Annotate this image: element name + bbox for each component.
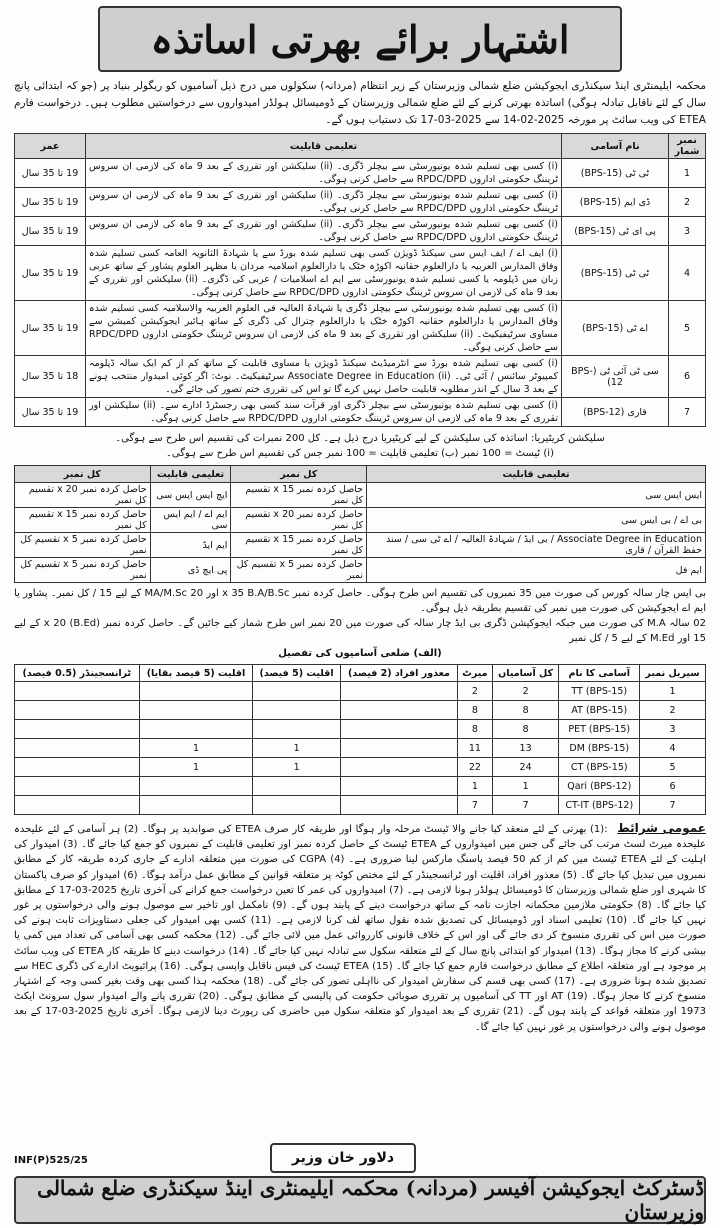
header-qualification: تعلیمی قابلیت xyxy=(367,466,706,483)
serial-cell: 4 xyxy=(640,739,706,758)
general-conditions-title: عمومی شرائط xyxy=(617,821,706,835)
intro-paragraph: محکمہ ایلیمنٹری اینڈ سیکنڈری ایجوکیشن ضلع شمالی وزیرستان کے زیر انتظام (مردانہ) سکولوں میں درج ذیل آسامیوں کو ریگولر بنیاد پر (جو کہ ابتدائی پانچ سال کے لئے ناقابل تبادلہ ہوگی) اساتذہ بھرتی کرنے کے لئے ضلع شمالی وزیرستان کے ڈومیسائل ہولڈر امیدواروں سے درخواستیں مطلوب ہیں۔ درخواست فارم ETEA کی ویب سائٹ پر مورخہ 2025-02-14 سے 2025-03-17 تک دستیاب ہوں گے۔ xyxy=(14,80,706,126)
post-name-cell: سی ٹی آئی ٹی (BPS-12) xyxy=(562,356,669,398)
serial-cell: 5 xyxy=(669,301,706,356)
minority-backlog-cell xyxy=(139,701,253,720)
post-name-cell: ٹی ٹی (BPS-15) xyxy=(562,159,669,188)
criteria-line: (i) ٹیسٹ = 100 نمبر (ب) تعلیمی قابلیت = 100 نمبر جس کی تقسیم اس طرح سے ہوگی۔ xyxy=(166,448,554,459)
serial-cell: 7 xyxy=(640,796,706,815)
post-name-cell: CT-IT (BPS-12) xyxy=(559,796,640,815)
total-posts-cell: 8 xyxy=(492,701,559,720)
transgender-quota-cell xyxy=(15,720,140,739)
post-name-cell: PET (BPS-15) xyxy=(559,720,640,739)
serial-cell: 6 xyxy=(669,356,706,398)
transgender-quota-cell xyxy=(15,758,140,777)
transgender-quota-cell xyxy=(15,796,140,815)
serial-cell: 2 xyxy=(669,188,706,217)
total-posts-cell: 2 xyxy=(492,682,559,701)
total-posts-cell: 8 xyxy=(492,720,559,739)
post-name-cell: ٹی ٹی (BPS-15) xyxy=(562,246,669,301)
header-disabled-quota: معذور افراد (2 فیصد) xyxy=(340,665,457,682)
header-total-posts: کل آسامیاں xyxy=(492,665,559,682)
reference-number: INF(P)525/25 xyxy=(14,1155,88,1166)
qualification-cell: (i) کسی بھی تسلیم شدہ یونیورسٹی سے بیچلر ڈگری یا شہادۃ العالیہ فی العلوم العربیہ والاسلامیہ کسی تسلیم شدہ وفاق المدارس یا دارالعلوم حقانیہ اکوڑہ خٹک یا دارالعلوم چترال کی ڈگری کے ساتھ ہائیر ایجوکیشن کمیشن سے مساوی سرٹیفیکیٹ۔ (ii) سلیکشن اور تقرری کے بعد 9 ماہ کی لازمی ان سروس ٹریننگ حکومتی اداروں RPDC/DPD سے حاصل کرنی ہوگی۔ xyxy=(86,301,562,356)
header-age: عمر xyxy=(15,134,86,159)
disabled-quota-cell xyxy=(340,796,457,815)
post-name-cell: پی ای ٹی (BPS-15) xyxy=(562,217,669,246)
table-row xyxy=(15,217,706,246)
minority-quota-cell: 1 xyxy=(253,758,340,777)
post-name-cell: AT (BPS-15) xyxy=(559,701,640,720)
marks-cell: حاصل کردہ نمبر x 20 تقسیم کل نمبر xyxy=(231,508,367,533)
header-transgender-quota: ٹرانسجینڈر (0.5 فیصد) xyxy=(15,665,140,682)
qualification-cell: ایچ ایس ایس سی xyxy=(150,483,231,508)
post-name-cell: قاری (BPS-12) xyxy=(562,398,669,427)
posts-table xyxy=(14,133,706,427)
table-row xyxy=(15,533,706,558)
header-minority-quota: اقلیت (5 فیصد) xyxy=(253,665,340,682)
transgender-quota-cell xyxy=(15,777,140,796)
disabled-quota-cell xyxy=(340,682,457,701)
note-line: بی ایس چار سالہ کورس کی صورت میں 35 نمبروں کی تقسیم اس طرح ہوگی۔ حاصل کردہ نمبر x 35 B.A/B.Sc اور 20 MA/M.Sc کے لیے 15 / کل نمبر۔ پشاور یا ایم اے ایجوکیشن کی صورت میں نمبر کی تقسیم بطریقہ ذیل ہوگی۔ xyxy=(14,588,706,614)
header-post-name: نام آسامی xyxy=(562,134,669,159)
post-name-cell: DM (BPS-15) xyxy=(559,739,640,758)
merit-cell: 7 xyxy=(458,796,493,815)
marks-cell: حاصل کردہ نمبر x 15 تقسیم کل نمبر xyxy=(231,483,367,508)
age-cell: 19 تا 35 سال xyxy=(15,159,86,188)
minority-backlog-cell xyxy=(139,720,253,739)
header-qualification: تعلیمی قابلیت xyxy=(150,466,231,483)
criteria-line: سلیکشن کریٹیریا: اساتذہ کی سلیکشن کے لیے کریٹیریا درج ذیل ہے۔ کل 200 نمبرات کی تقسیم اس طرح سے ہوگی۔ xyxy=(115,433,605,444)
age-cell: 19 تا 35 سال xyxy=(15,398,86,427)
merit-cell: 1 xyxy=(458,777,493,796)
note-line: 02 سالہ M.A کی صورت میں جبکہ ایجوکیشن ڈگری بی ایڈ چار سالہ کی صورت میں 20 نمبر اس طرح شمار کیے جائیں گے۔ حاصل کردہ نمبر x 20 (B.Ed) کے لیے 15 اور M.Ed کے لیے 5 / کل نمبر xyxy=(14,618,706,644)
disabled-quota-cell xyxy=(340,758,457,777)
qualification-cell: (i) کسی بھی تسلیم شدہ یونیورسٹی سے بیچلر ڈگری۔ (ii) سلیکشن اور تقرری کے بعد 9 ماہ کی لازمی ان سروس ٹریننگ حکومتی اداروں RPDC/DPD سے حاصل کرنی ہوگی۔ xyxy=(86,217,562,246)
table-row xyxy=(15,246,706,301)
minority-quota-cell xyxy=(253,701,340,720)
table-row xyxy=(15,777,706,796)
merit-cell: 2 xyxy=(458,682,493,701)
merit-cell: 8 xyxy=(458,701,493,720)
table-row xyxy=(15,159,706,188)
table-row xyxy=(15,188,706,217)
table-row xyxy=(15,796,706,815)
table-row xyxy=(15,701,706,720)
merit-cell: 8 xyxy=(458,720,493,739)
serial-cell: 6 xyxy=(640,777,706,796)
minority-backlog-cell xyxy=(139,777,253,796)
table-row xyxy=(15,739,706,758)
table-row xyxy=(15,720,706,739)
minority-quota-cell xyxy=(253,720,340,739)
vacancy-table-header xyxy=(15,665,706,682)
qualification-cell: ایم ایڈ xyxy=(150,533,231,558)
header-post-name: آسامی کا نام xyxy=(559,665,640,682)
marks-cell: حاصل کردہ نمبر x 5 تقسیم کل نمبر xyxy=(15,533,151,558)
header-merit: میرٹ xyxy=(458,665,493,682)
serial-cell: 1 xyxy=(669,159,706,188)
serial-cell: 5 xyxy=(640,758,706,777)
transgender-quota-cell xyxy=(15,739,140,758)
transgender-quota-cell xyxy=(15,701,140,720)
header-qualification: تعلیمی قابلیت xyxy=(86,134,562,159)
post-name-cell: TT (BPS-15) xyxy=(559,682,640,701)
qualification-cell: (i) کسی بھی تسلیم شدہ یونیورسٹی سے بیچلر ڈگری۔ (ii) سلیکشن اور تقرری کے بعد 9 ماہ کی لازمی ان سروس ٹریننگ حکومتی اداروں RPDC/DPD سے حاصل کرنی ہوگی۔ xyxy=(86,188,562,217)
qualification-cell: (i) کسی بھی تسلیم شدہ یونیورسٹی سے بیچلر ڈگری۔ (ii) سلیکشن اور تقرری کے بعد 9 ماہ کی لازمی ان سروس ٹریننگ حکومتی اداروں RPDC/DPD سے حاصل کرنی ہوگی۔ xyxy=(86,159,562,188)
header-total-marks: کل نمبر xyxy=(231,466,367,483)
qualification-cell: Associate Degree in Education / بی ایڈ / شہادۃ العالیہ / اے ٹی سی / سند حفظ القرآن / قاری xyxy=(367,533,706,558)
minority-backlog-cell: 1 xyxy=(139,758,253,777)
qualification-cell: (i) ایف اے / ایف ایس سی سیکنڈ ڈویژن کسی بھی تسلیم شدہ بورڈ سے یا شہادۃ الثانویہ العامہ کسی تسلیم شدہ وفاق المدارس العربیہ یا دارالعلوم حقانیہ اکوڑہ خٹک یا دارالعلوم اسلامیہ مردان یا مظہر العلوم پشاور کے ساتھ عربی زبان میں ڈپلومہ یا کسی تسلیم شدہ یونیورسٹی سے ایم اے اسلامیات / عربی کی ڈگری۔ (ii) سلیکشن اور تقرری کے بعد 9 ماہ کی لازمی ان سروس ٹریننگ حکومتی اداروں RPDC/DPD سے حاصل کرنی ہوگی۔ xyxy=(86,246,562,301)
serial-cell: 1 xyxy=(640,682,706,701)
minority-backlog-cell xyxy=(139,796,253,815)
merit-cell: 11 xyxy=(458,739,493,758)
table-row xyxy=(15,758,706,777)
vacancy-table xyxy=(14,664,706,815)
minority-backlog-cell: 1 xyxy=(139,739,253,758)
transgender-quota-cell xyxy=(15,682,140,701)
serial-cell: 3 xyxy=(640,720,706,739)
marks-table-header xyxy=(15,466,706,483)
header-serial: سیریل نمبر xyxy=(640,665,706,682)
header-serial: نمبر شمار xyxy=(669,134,706,159)
posts-table-header xyxy=(15,134,706,159)
minority-quota-cell xyxy=(253,777,340,796)
total-posts-cell: 13 xyxy=(492,739,559,758)
serial-cell: 2 xyxy=(640,701,706,720)
marks-cell: حاصل کردہ نمبر x 20 تقسیم کل نمبر xyxy=(15,483,151,508)
table-row xyxy=(15,356,706,398)
header-total-marks: کل نمبر xyxy=(15,466,151,483)
qualification-cell: بی اے / بی ایس سی xyxy=(367,508,706,533)
marks-notes xyxy=(14,586,706,661)
minority-quota-cell xyxy=(253,796,340,815)
issuing-authority: ڈسٹرکٹ ایجوکیشن آفیسر (مردانہ) محکمہ ایلیمنٹری اینڈ سیکنڈری ضلع شمالی وزیرستان xyxy=(14,1176,706,1224)
table-row xyxy=(15,483,706,508)
page-title: اشتہار برائے بھرتی اساتذہ xyxy=(98,6,622,72)
table-row xyxy=(15,682,706,701)
table-row xyxy=(15,508,706,533)
marks-cell: حاصل کردہ نمبر x 5 تقسیم کل نمبر xyxy=(231,558,367,583)
serial-cell: 3 xyxy=(669,217,706,246)
disabled-quota-cell xyxy=(340,720,457,739)
age-cell: 18 تا 35 سال xyxy=(15,356,86,398)
post-name-cell: CT (BPS-15) xyxy=(559,758,640,777)
disabled-quota-cell xyxy=(340,777,457,796)
marks-cell: حاصل کردہ نمبر x 5 تقسیم کل نمبر xyxy=(15,558,151,583)
general-conditions-text: :(1) بھرتی کے لئے منعقد کیا جانے والا ٹیسٹ مرحلہ وار ہوگا اور طریقہ کار صرف ETEA کی صوابدید پر ہوگا۔ (2) ہر آسامی کے لئے علیحدہ علیحدہ میرٹ لسٹ مرتب کی جائے گی جس میں امیدواروں کے ETEA ٹیسٹ کے حاصل کردہ نمبر اور تعلیمی قابلیت کے نمبروں کو جمع کیا جائے گا۔ (3) امیدوار کی اہلیت کے لئے ETEA ٹیسٹ میں کم از کم 50 فیصد پاسنگ مارکس لینا ضروری ہے۔ (4) CGPA کی صورت میں متعلقہ ادارے کے جاری کردہ طریقہ کار کے مطابق نمبروں میں تبدیل کیا جائے گا۔ (5) معذور افراد، اقلیت اور ٹرانسجینڈر کے لئے مختص کوٹہ پر متعلقہ قوانین کے مطابق عمل درآمد ہوگا۔ (6) امیدوار کو صرف پاکستان کا شہری اور ضلع شمالی وزیرستان کا ڈومیسائل ہولڈر ہونا لازمی ہے۔ (7) امیدواروں کی عمر کا تعین درخواست جمع کرانے کی آخری تاریخ 2025-03-17 کے مطابق کیا جائے گا۔ (8) حکومتی ملازمین محکمانہ اجازت نامہ کے ساتھ درخواست دینے کے پابند ہوں گے۔ (9) نامکمل اور تاخیر سے موصول ہونے والی درخواستوں پر غور نہیں کیا جائے گا۔ (10) تعلیمی اسناد اور ڈومیسائل کی تصدیق شدہ نقول ساتھ لف کرنا لازمی ہے۔ (11) کسی بھی امیدوار کی جعلی دستاویزات ثابت ہونے کی صورت میں اس کی تقرری منسوخ کر دی جائے گی اور اس کے خلاف قانونی کارروائی عمل میں لائی جائے گی۔ (12) محکمہ کسی بھی آسامی کی تعداد میں کمی یا بیشی کرنے کا مجاز ہوگا۔ (13) امیدوار کو ابتدائی پانچ سال کے لئے متعلقہ سکول سے تبادلہ نہیں کیا جائے گا۔ (14) درخواست دینے کا طریقہ کار ETEA کی ویب سائٹ پر موجود ہے اور متعلقہ اطلاع کے مطابق درخواست فارم جمع کیا جائے گا۔ (15) ETEA ٹیسٹ کی فیس ناقابل واپسی ہوگی۔ (16) پرائیویٹ ادارے کی ڈگری HEC سے تصدیق شدہ ہونا ضروری ہے۔ (17) کسی بھی قسم کی سفارش امیدوار کی نااہلی تصور کی جائے گی۔ (18) محکمہ ہذا کسی بھی وقت بغیر کسی وجہ کے اشتہار منسوخ کرنے کا مجاز ہوگا۔ (19) AT اور TT کی آسامیوں پر تقرری صوبائی حکومت کی پالیسی کے مطابق ہوگی۔ (20) تقرری پانے والے امیدوار سول سرونٹ ایکٹ 1973 اور متعلقہ قواعد کے پابند ہوں گے۔ (21) تقرری کے بعد امیدوار کو متعلقہ سکول میں حاضری کی رپورٹ دینا لازمی ہوگا۔ آخری تاریخ 2025-03-17 کے بعد موصول ہونے والی درخواستوں پر غور نہیں کیا جائے گا۔ xyxy=(14,824,707,1033)
marks-cell: حاصل کردہ نمبر x 15 تقسیم کل نمبر xyxy=(231,533,367,558)
vacancy-heading: (الف) ضلعی آسامیوں کی تفصیل xyxy=(278,648,442,659)
age-cell: 19 تا 35 سال xyxy=(15,217,86,246)
qualification-cell: (i) کسی بھی تسلیم شدہ بورڈ سے انٹرمیڈیٹ سیکنڈ ڈویژن یا مساوی قابلیت کے ساتھ کم از کم ایک سالہ ڈپلومہ کمپیوٹر سائنس / آئی ٹی۔ (ii) Associate Degree in Education سرٹیفیکیٹ۔ نوٹ: اگر کوئی امیدوار منتخب ہونے کے بعد 3 سال کے اندر مطلوبہ قابلیت حاصل نہیں کرے گا تو اس کی تقرری ختم تصور کی جائے گی۔ xyxy=(86,356,562,398)
qualification-cell: ایم فل xyxy=(367,558,706,583)
total-posts-cell: 7 xyxy=(492,796,559,815)
post-name-cell: ڈی ایم (BPS-15) xyxy=(562,188,669,217)
signatory-box: دلاور خان وزیر xyxy=(270,1143,416,1173)
minority-quota-cell xyxy=(253,682,340,701)
table-row xyxy=(15,558,706,583)
table-row xyxy=(15,301,706,356)
marks-table xyxy=(14,465,706,583)
serial-cell: 7 xyxy=(669,398,706,427)
qualification-cell: پی ایچ ڈی xyxy=(150,558,231,583)
table-row xyxy=(15,398,706,427)
total-posts-cell: 24 xyxy=(492,758,559,777)
selection-criteria xyxy=(14,431,706,461)
age-cell: 19 تا 35 سال xyxy=(15,246,86,301)
age-cell: 19 تا 35 سال xyxy=(15,301,86,356)
disabled-quota-cell xyxy=(340,739,457,758)
post-name-cell: Qari (BPS-12) xyxy=(559,777,640,796)
minority-backlog-cell xyxy=(139,682,253,701)
serial-cell: 4 xyxy=(669,246,706,301)
post-name-cell: اے ٹی (BPS-15) xyxy=(562,301,669,356)
merit-cell: 22 xyxy=(458,758,493,777)
qualification-cell: ایس ایس سی xyxy=(367,483,706,508)
header-minority-backlog: اقلیت (5 فیصد بقایا) xyxy=(139,665,253,682)
general-conditions xyxy=(14,821,706,1035)
marks-cell: حاصل کردہ نمبر x 15 تقسیم کل نمبر xyxy=(15,508,151,533)
qualification-cell: (i) کسی بھی تسلیم شدہ یونیورسٹی سے بیچلر ڈگری اور قرآت سند کسی بھی رجسٹرڈ ادارے سے۔ (ii) سلیکشن اور تقرری کے بعد 9 ماہ کی لازمی ان سروس ٹریننگ حکومتی اداروں RPDC/DPD سے حاصل کرنی ہوگی۔ xyxy=(86,398,562,427)
disabled-quota-cell xyxy=(340,701,457,720)
age-cell: 19 تا 35 سال xyxy=(15,188,86,217)
qualification-cell: ایم اے / ایم ایس سی xyxy=(150,508,231,533)
minority-quota-cell: 1 xyxy=(253,739,340,758)
total-posts-cell: 1 xyxy=(492,777,559,796)
